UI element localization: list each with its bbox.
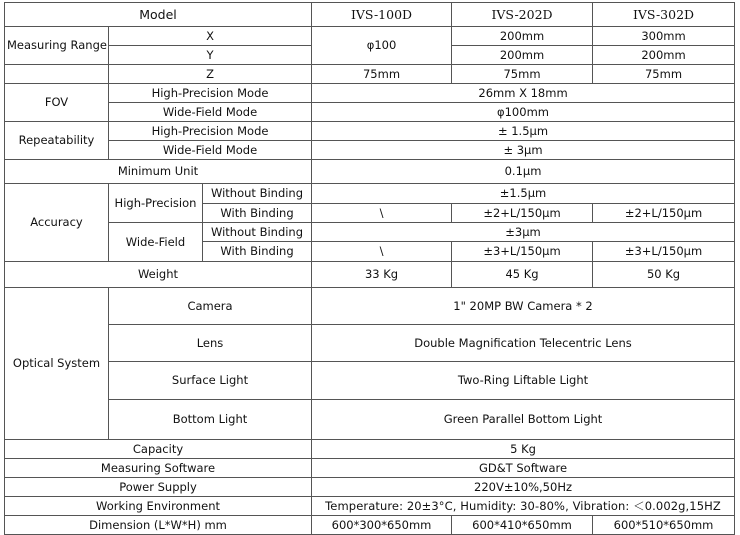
acc-hp-with-label: With Binding [203, 204, 312, 223]
repeat-wf-label: Wide-Field Mode [109, 141, 312, 160]
acc-wf-label: Wide-Field [109, 223, 203, 262]
header-ivs-202d: IVS-202D [452, 3, 593, 27]
optical-surface-label: Surface Light [109, 362, 312, 400]
range-x-ivs-202d: 200mm [452, 27, 593, 46]
optical-surface-row [5, 362, 735, 400]
environment-value: Temperature: 20±3°C, Humidity: 30-80%, Vibration: ＜0.002g,15HZ [312, 497, 735, 516]
weight-ivs-302d: 50 Kg [593, 262, 735, 288]
measuring-range-label: Measuring Range [5, 27, 109, 65]
acc-hp-label: High-Precision [109, 184, 203, 223]
repeat-hp-value: ± 1.5μm [312, 122, 735, 141]
weight-ivs-100d: 33 Kg [312, 262, 452, 288]
capacity-value: 5 Kg [312, 440, 735, 459]
power-label: Power Supply [5, 478, 312, 497]
acc-hp-with-ivs-302d: ±2+L/150μm [593, 204, 735, 223]
range-z-spacer [5, 65, 109, 84]
acc-wf-with-label: With Binding [203, 242, 312, 262]
software-value: GD&T Software [312, 459, 735, 478]
acc-hp-with-ivs-202d: ±2+L/150μm [452, 204, 593, 223]
fov-wf-value: φ100mm [312, 103, 735, 122]
range-y-label: Y [109, 46, 312, 65]
range-x-label: X [109, 27, 312, 46]
range-z-ivs-202d: 75mm [452, 65, 593, 84]
header-ivs-100d: IVS-100D [312, 3, 452, 27]
weight-label: Weight [5, 262, 312, 288]
min-unit-value: 0.1μm [312, 160, 735, 184]
capacity-label: Capacity [5, 440, 312, 459]
weight-ivs-202d: 45 Kg [452, 262, 593, 288]
dimension-label: Dimension (L*W*H) mm [5, 516, 312, 535]
optical-bottom-label: Bottom Light [109, 400, 312, 440]
optical-camera-row [5, 288, 735, 325]
optical-lens-row [5, 325, 735, 362]
range-y-ivs-302d: 200mm [593, 46, 735, 65]
repeat-hp-row [5, 122, 735, 141]
optical-camera-value: 1" 20MP BW Camera * 2 [312, 288, 735, 325]
dimension-ivs-302d: 600*510*650mm [593, 516, 735, 535]
acc-wf-without-row [5, 223, 735, 242]
accuracy-label: Accuracy [5, 184, 109, 262]
min-unit-label: Minimum Unit [5, 160, 312, 184]
optical-camera-label: Camera [109, 288, 312, 325]
acc-wf-with-ivs-202d: ±3+L/150μm [452, 242, 593, 262]
acc-hp-with-ivs-100d: \ [312, 204, 452, 223]
fov-wf-label: Wide-Field Mode [109, 103, 312, 122]
range-x-ivs-302d: 300mm [593, 27, 735, 46]
acc-wf-without-value: ±3μm [312, 223, 735, 242]
fov-wf-row [5, 103, 735, 122]
specification-table [4, 2, 735, 535]
dimension-ivs-100d: 600*300*650mm [312, 516, 452, 535]
min-unit-row [5, 160, 735, 184]
software-label: Measuring Software [5, 459, 312, 478]
repeatability-label: Repeatability [5, 122, 109, 160]
power-value: 220V±10%,50Hz [312, 478, 735, 497]
optical-lens-value: Double Magnification Telecentric Lens [312, 325, 735, 362]
optical-surface-value: Two-Ring Liftable Light [312, 362, 735, 400]
power-row [5, 478, 735, 497]
weight-row [5, 262, 735, 288]
software-row [5, 459, 735, 478]
acc-hp-without-row [5, 184, 735, 204]
acc-hp-without-value: ±1.5μm [312, 184, 735, 204]
repeat-wf-value: ± 3μm [312, 141, 735, 160]
environment-row [5, 497, 735, 516]
repeat-wf-row [5, 141, 735, 160]
optical-bottom-value: Green Parallel Bottom Light [312, 400, 735, 440]
optical-bottom-row [5, 400, 735, 440]
optical-system-label: Optical System [5, 288, 109, 440]
range-z-ivs-100d: 75mm [312, 65, 452, 84]
fov-hp-label: High-Precision Mode [109, 84, 312, 103]
header-model: Model [5, 3, 312, 27]
acc-wf-without-label: Without Binding [203, 223, 312, 242]
acc-wf-with-ivs-302d: ±3+L/150μm [593, 242, 735, 262]
range-z-label: Z [109, 65, 312, 84]
repeat-hp-label: High-Precision Mode [109, 122, 312, 141]
range-x-row [5, 27, 735, 46]
range-xy-ivs-100d: φ100 [312, 27, 452, 65]
dimension-ivs-202d: 600*410*650mm [452, 516, 593, 535]
acc-hp-without-label: Without Binding [203, 184, 312, 204]
header-row [5, 3, 735, 27]
fov-hp-row [5, 84, 735, 103]
environment-label: Working Environment [5, 497, 312, 516]
range-z-row [5, 65, 735, 84]
optical-lens-label: Lens [109, 325, 312, 362]
fov-hp-value: 26mm X 18mm [312, 84, 735, 103]
acc-wf-with-ivs-100d: \ [312, 242, 452, 262]
dimension-row [5, 516, 735, 535]
capacity-row [5, 440, 735, 459]
range-y-ivs-202d: 200mm [452, 46, 593, 65]
header-ivs-302d: IVS-302D [593, 3, 735, 27]
fov-label: FOV [5, 84, 109, 122]
range-z-ivs-302d: 75mm [593, 65, 735, 84]
